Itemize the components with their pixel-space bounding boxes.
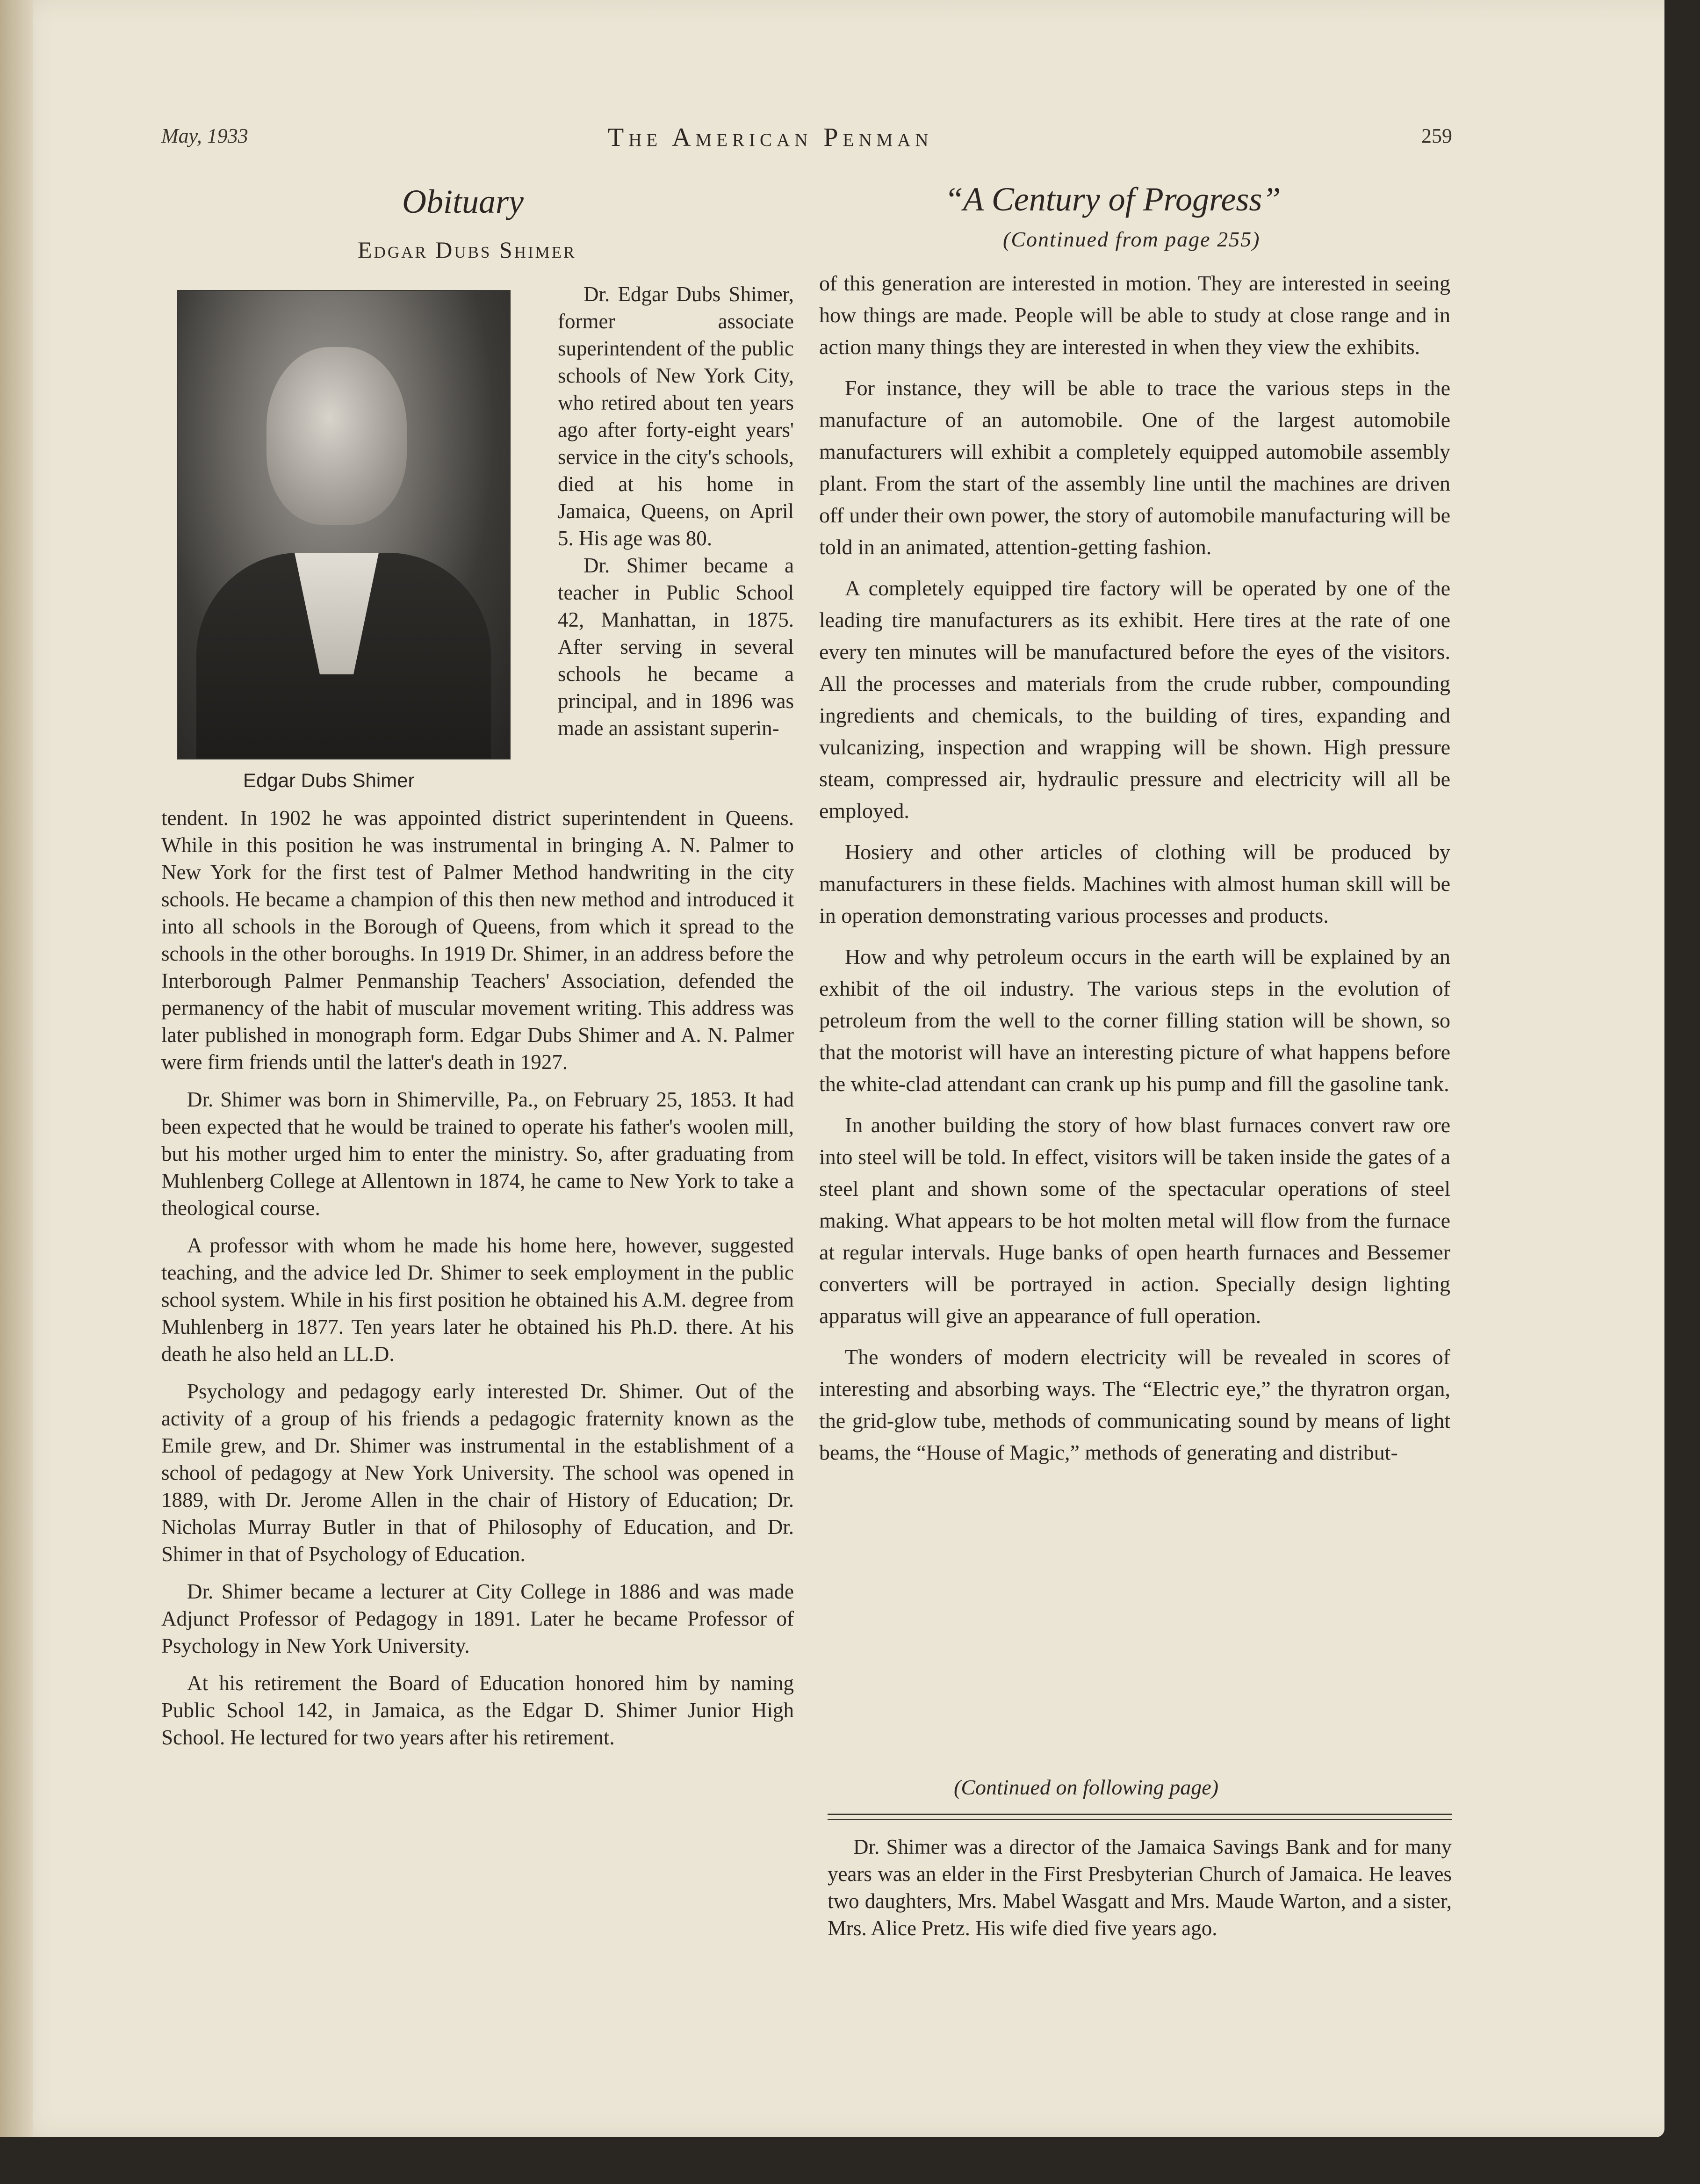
divider-rule xyxy=(828,1819,1452,1820)
obituary-paragraph: A professor with whom he made his home here, however, suggested teaching, and the advice led Dr. Shimer to seek employment in the public school system. While in his first position he obtained his A.M. degree from Muhlenberg in 1877. Ten years later he obtained his Ph.D. there. At his death he also held an LL.D. xyxy=(161,1234,794,1366)
century-paragraph: How and why petroleum occurs in the earth will be explained by an exhibit of the oil industry. The various steps in the evolution of petroleum from the well to the corner filling station will be shown, so that the motorist will have an interesting picture of what happens before the white-clad attendant can crank up his pump and fill the gasoline tank. xyxy=(819,945,1450,1096)
century-continued-on: (Continued on following page) xyxy=(954,1775,1219,1799)
obituary-paragraph: tendent. In 1902 he was appointed district superintendent in Queens. While in this position he was instrumental in bringing A. N. Palmer to New York for the first test of Palmer Method handwriting in the city schools. He became a champion of this then new method and introduced it into all schools in the Borough of Queens, from which it spread to the schools in the other boroughs. In 1919 Dr. Shimer, in an address before the Interborough Palmer Penmanship Teachers' Association, defended the permanency of the habit of muscular movement writing. This address was later published in monograph form. Edgar Dubs Shimer and A. N. Palmer were firm friends until the latter's death in 1927. xyxy=(161,806,794,1074)
century-paragraph: In another building the story of how blast furnaces convert raw ore into steel will be told. In effect, visitors will be taken inside the gates of a steel plant and shown some of the spectacular operations of steel making. What appears to be hot molten metal will flow from the furnace at regular intervals. Huge banks of open hearth furnaces and Bessemer converters will be portrayed in action. Specially design lighting apparatus will give an appearance of full operation. xyxy=(819,1113,1450,1328)
century-paragraph: A completely equipped tire factory will be operated by one of the leading tire manufacturers as its exhibit. Here tires at the rate of one every ten minutes will be manufactured before the eyes of the visitors. All the processes and materials from the crude rubber, compounding ingredients and chemicals, to the building of tires, expanding and vulcanizing, inspection and wrapping will be shown. High pressure steam, compressed air, hydraulic pressure and electricity will all be employed. xyxy=(819,576,1450,823)
obituary-paragraph: Dr. Shimer was born in Shimerville, Pa., on February 25, 1853. It had been expected that he would be trained to operate his father's woolen mill, but his mother urged him to enter the ministry. So, after graduating from Muhlenberg College at Allentown in 1874, he came to New York to take a theological course. xyxy=(161,1088,794,1220)
obituary-paragraph: Psychology and pedagogy early interested Dr. Shimer. Out of the activity of a group of his friends a pedagogic fraternity known as the Emile grew, and Dr. Shimer was instrumental in the establishment of a school of pedagogy at New York University. The school was opened in 1889, with Dr. Jerome Allen in the chair of History of Education; Dr. Nicholas Murray Butler in that of Philosophy of Education, and Dr. Shimer in that of Psychology of Education. xyxy=(161,1380,794,1566)
obituary-body xyxy=(161,804,794,1751)
portrait-photo xyxy=(177,290,511,759)
obituary-paragraph: At his retirement the Board of Education honored him by naming Public School 142, in Jamaica, as the Edgar D. Shimer Junior High School. He lectured for two years after his retirement. xyxy=(161,1671,794,1749)
obituary-name: Edgar Dubs Shimer xyxy=(358,237,576,263)
century-paragraph: The wonders of modern electricity will be revealed in scores of interesting and absorbing ways. The “Electric eye,” the thyratron organ, the grid-glow tube, methods of communicating sound by means of light beams, the “House of Magic,” methods of generating and distribut- xyxy=(819,1345,1450,1464)
obituary-wrap-text xyxy=(558,281,794,742)
header-magazine-title: The American Penman xyxy=(608,123,933,152)
obituary-paragraph: Dr. Edgar Dubs Shimer, former associate superintendent of the public schools of New York City, who retired about ten years ago after forty-eight years' service in the city's schools, died at his home in Jamaica, Queens, on April 5. His age was 80. xyxy=(558,282,794,550)
century-paragraph: For instance, they will be able to trace the various steps in the manufacture of an automobile. One of the largest automobile manufacturers will exhibit a completely equipped automobile assembly plant. From the start of the assembly line until the machines are driven off under their own power, the story of automobile manufacturing will be told in an animated, attention-getting fashion. xyxy=(819,376,1450,559)
obituary-title: Obituary xyxy=(402,183,524,220)
header-date: May, 1933 xyxy=(161,124,248,147)
obituary-paragraph: Dr. Shimer became a teacher in Public School 42, Manhattan, in 1875. After serving in several schools he became a principal, and in 1896 was made an assistant superin- xyxy=(558,554,794,740)
obituary-continuation xyxy=(828,1833,1452,1942)
century-body xyxy=(819,268,1450,1468)
photo-caption: Edgar Dubs Shimer xyxy=(243,769,415,791)
obituary-paragraph: Dr. Shimer became a lecturer at City College in 1886 and was made Adjunct Professor of Pedagogy in 1891. Later he became Professor of Psychology in New York University. xyxy=(161,1580,794,1657)
century-continued-from: (Continued from page 255) xyxy=(1003,227,1261,251)
divider-rule xyxy=(828,1814,1452,1815)
portrait-face xyxy=(267,347,407,525)
obituary-continuation-paragraph: Dr. Shimer was a director of the Jamaica Savings Bank and for many years was an elder in the First Presbyterian Church of Jamaica. He leaves two daughters, Mrs. Mabel Wasgatt and Mrs. Maude Warton, and a sister, Mrs. Alice Pretz. His wife died five years ago. xyxy=(828,1835,1452,1940)
binding-gutter xyxy=(0,0,33,2137)
header-page-number: 259 xyxy=(1421,124,1452,147)
century-paragraph: Hosiery and other articles of clothing will be produced by manufacturers in these fields. Machines with almost human skill will be in operation demonstrating various processes and products. xyxy=(819,840,1450,927)
century-title: “A Century of Progress” xyxy=(944,181,1281,218)
century-paragraph: of this generation are interested in motion. They are interested in seeing how things are made. People will be able to study at close range and in action many things they are interested in when they view the exhibits. xyxy=(819,271,1450,359)
